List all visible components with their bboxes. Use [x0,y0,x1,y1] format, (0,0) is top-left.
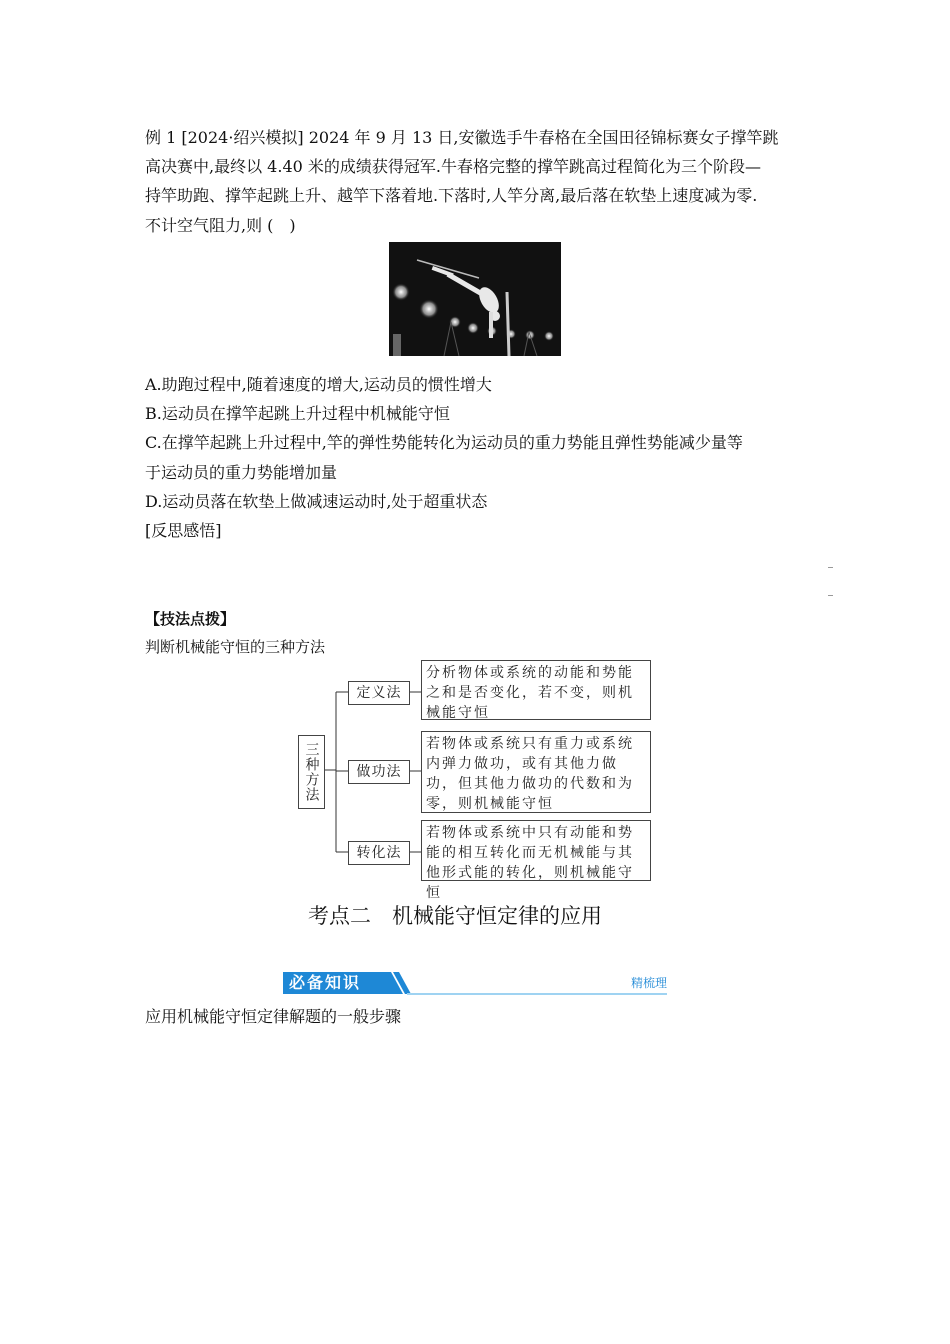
knowledge-banner [283,972,667,996]
method-conversion: 转化法 [348,841,410,865]
option-c-line-1: C.在撑竿起跳上升过程中,竿的弹性势能转化为运动员的重力势能且弹性势能减少量等 [145,433,743,452]
option-b: B.运动员在撑竿起跳上升过程中机械能守恒 [145,404,450,423]
method-definition: 定义法 [348,681,410,705]
example-line-4: 不计空气阻力,则 ( ) [145,216,296,235]
option-c-line-2: 于运动员的重力势能增加量 [145,463,338,482]
banner-right-label: 精梳理 [630,976,667,990]
option-d: D.运动员落在软垫上做减速运动时,处于超重状态 [145,492,488,511]
pole-vault-icon [389,242,561,356]
reflection-label: [反思感悟] [145,521,222,540]
method-definition-desc: 分析物体或系统的动能和势能之和是否变化，若不变，则机械能守恒 [421,660,651,720]
section-title: 考点二 机械能守恒定律的应用 [308,904,602,928]
technique-heading: 【技法点拨】 [145,610,236,628]
diagram-root [298,735,325,809]
method-work-desc: 若物体或系统只有重力或系统内弹力做功，或有其他力做功，但其他力做功的代数和为零，则机械能守恒 [421,731,651,813]
answer-line-mark [828,595,833,596]
example-line-3: 持竿助跑、撑竿起跳上升、越竿下落着地.下落时,人竿分离,最后落在软垫上速度减为零. [145,186,758,205]
method-conversion-desc: 若物体或系统中只有动能和势能的相互转化而无机械能与其他形式能的转化，则机械能守恒 [421,820,651,881]
example-line-2: 高决赛中,最终以 4.40 米的成绩获得冠军.牛春格完整的撑竿跳高过程简化为三个阶段— [145,157,761,176]
banner-left-label: 必备知识 [289,973,362,992]
diagram-root-label: 三种方法 [303,742,320,802]
section-intro: 应用机械能守恒定律解题的一般步骤 [145,1007,402,1026]
technique-subtitle: 判断机械能守恒的三种方法 [145,638,326,656]
method-work: 做功法 [348,760,410,784]
pole-vault-photo [389,242,561,356]
answer-line-mark [828,567,833,568]
example-line-1: 例 1 [2024·绍兴模拟] 2024 年 9 月 13 日,安徽选手牛春格在全国田径锦标赛女子撑竿跳 [145,128,779,147]
option-a: A.助跑过程中,随着速度的增大,运动员的惯性增大 [145,375,492,394]
